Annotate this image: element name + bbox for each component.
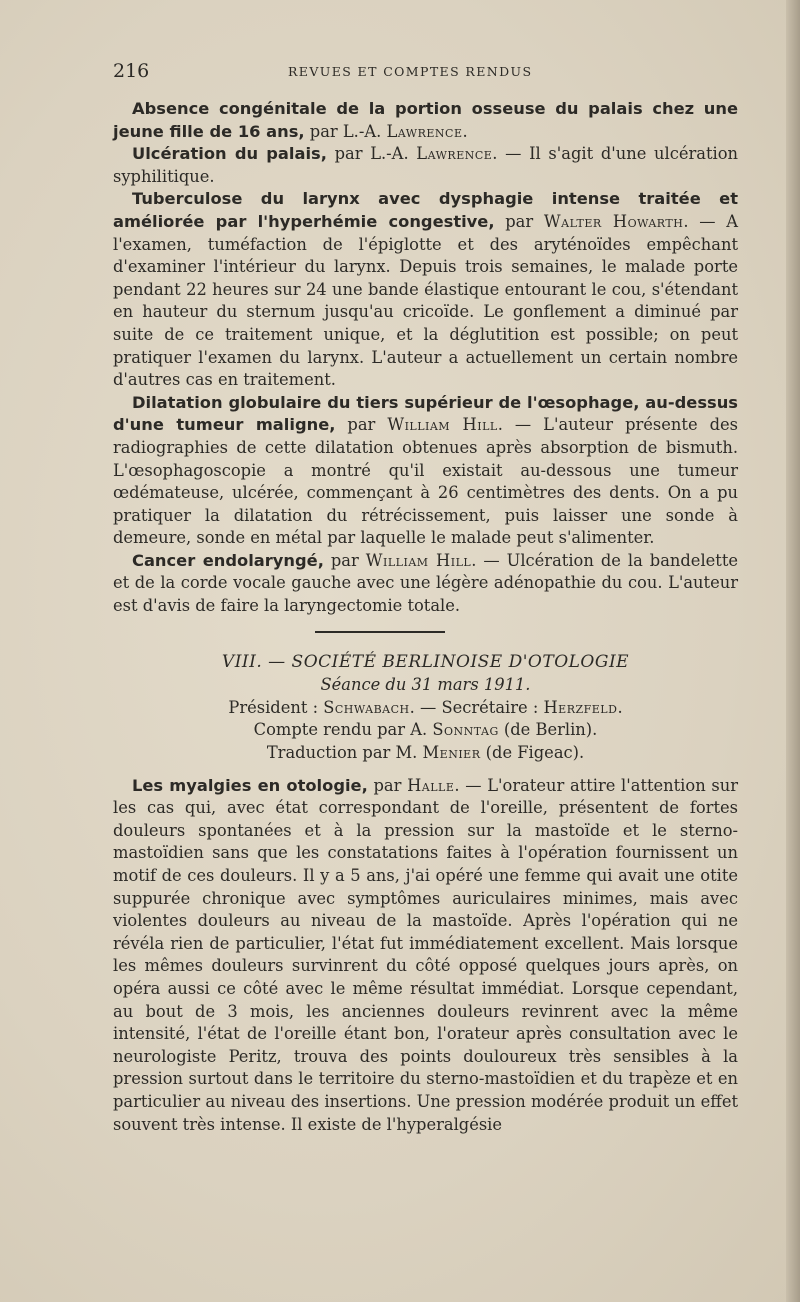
society-officers: Président : Schwabach. — Secrétaire : Herzfeld. [228, 697, 623, 717]
page-edge [786, 0, 800, 1302]
entry-oesophagus-dilatation: Dilatation globulaire du tiers supérieur de l'œsophage, au-dessus d'une tumeur maligne, par William Hill. — L'auteur présente des radiographies de cette dilatation obtenues après absorption de bismuth. L'œsophagoscopie a montré qu'il existait au-dessous une tumeur œdémateuse, ulcérée, commençant à 26 centimètres des dents. On a pu pratiquer la dilatation du rétrécissement, puis laisser une sonde à demeure, sonde en métal par laquelle le malade peut s'alimenter. [113, 392, 738, 548]
entry-palate-absence: Absence congénitale de la portion osseuse du palais chez une jeune fille de 16 ans, par L.-A. Lawrence. [113, 99, 738, 141]
entry-palate-ulceration: Ulcération du palais, par L.-A. Lawrence. — Il s'agit d'une ulcération syphilitique. [113, 144, 738, 186]
translation-credit: Traduction par M. Menier (de Figeac). [266, 743, 585, 763]
running-head: REVUES ET COMPTES RENDUS [288, 64, 533, 79]
society-header [113, 651, 738, 765]
entry-larynx-tuberculosis: Tuberculose du larynx avec dysphagie intense traitée et améliorée par l'hyperhémie congestive, par Walter Howarth. — A l'examen, tuméfaction de l'épiglotte et des aryténoïdes empêchant d'examiner l'intérieur du larynx. Depuis trois semaines, le malade porte pendant 22 heures sur 24 une bande élastique entourant le cou, s'étendant en hauteur du sternum jusqu'au cricoïde. Le gonflement a diminué par suite de ce traitement unique, et la déglutition est possible; on peut pratiquer l'examen du larynx. L'auteur a actuellement un certain nombre d'autres cas en traitement. [113, 189, 738, 390]
entry-endolaryngeal-cancer: Cancer endolaryngé, par William Hill. — Ulcération de la bandelette et de la corde vocale gauche avec une légère adénopathie du cou. L'auteur est d'avis de faire la laryngectomie totale. [113, 550, 739, 616]
page-body [113, 98, 738, 1136]
article-myalgias: Les myalgies en otologie, par Halle. — L'orateur attire l'attention sur les cas qui, avec état correspondant de l'oreille, présentent de fortes douleurs spontanées et à la pression sur la mastoïde et le sterno-mastoïdien sans que les constatations faites à l'opération fournissent un motif de ces douleurs. Il y a 5 ans, j'ai opéré une femme qui avait une otite suppurée chronique avec symptômes auriculaires minimes, mais avec violentes douleurs au niveau de la mastoïde. Après l'opération qui ne révéla rien de particulier, l'état fut immédiatement excellent. Mais lorsque les mêmes douleurs survinrent du côté opposé quelques jours après, on opéra aussi ce côté avec le même résultat immédiat. Lorsque cependant, au bout de 3 mois, les anciennes douleurs revinrent avec la même intensité, l'état de l'oreille étant bon, l'orateur après consultation avec le neurologiste Peritz, trouva des points douloureux très sensibles à la pression surtout dans le territoire du sterno-mastoïdien et du trapèze et en particulier au niveau des insertions. Une pression modérée produit un effet souvent très intense. Il existe de l'hyperalgésie [113, 775, 738, 1134]
society-heading: VIII. — SOCIÉTÉ BERLINOISE D'OTOLOGIE [221, 651, 630, 672]
spacer [113, 765, 738, 775]
page-header [113, 60, 738, 84]
report-credit: Compte rendu par A. Sonntag (de Berlin). [253, 720, 598, 740]
page-number: 216 [113, 60, 150, 82]
section-divider [315, 631, 445, 633]
session-date: Séance du 31 mars 1911. [320, 675, 531, 695]
